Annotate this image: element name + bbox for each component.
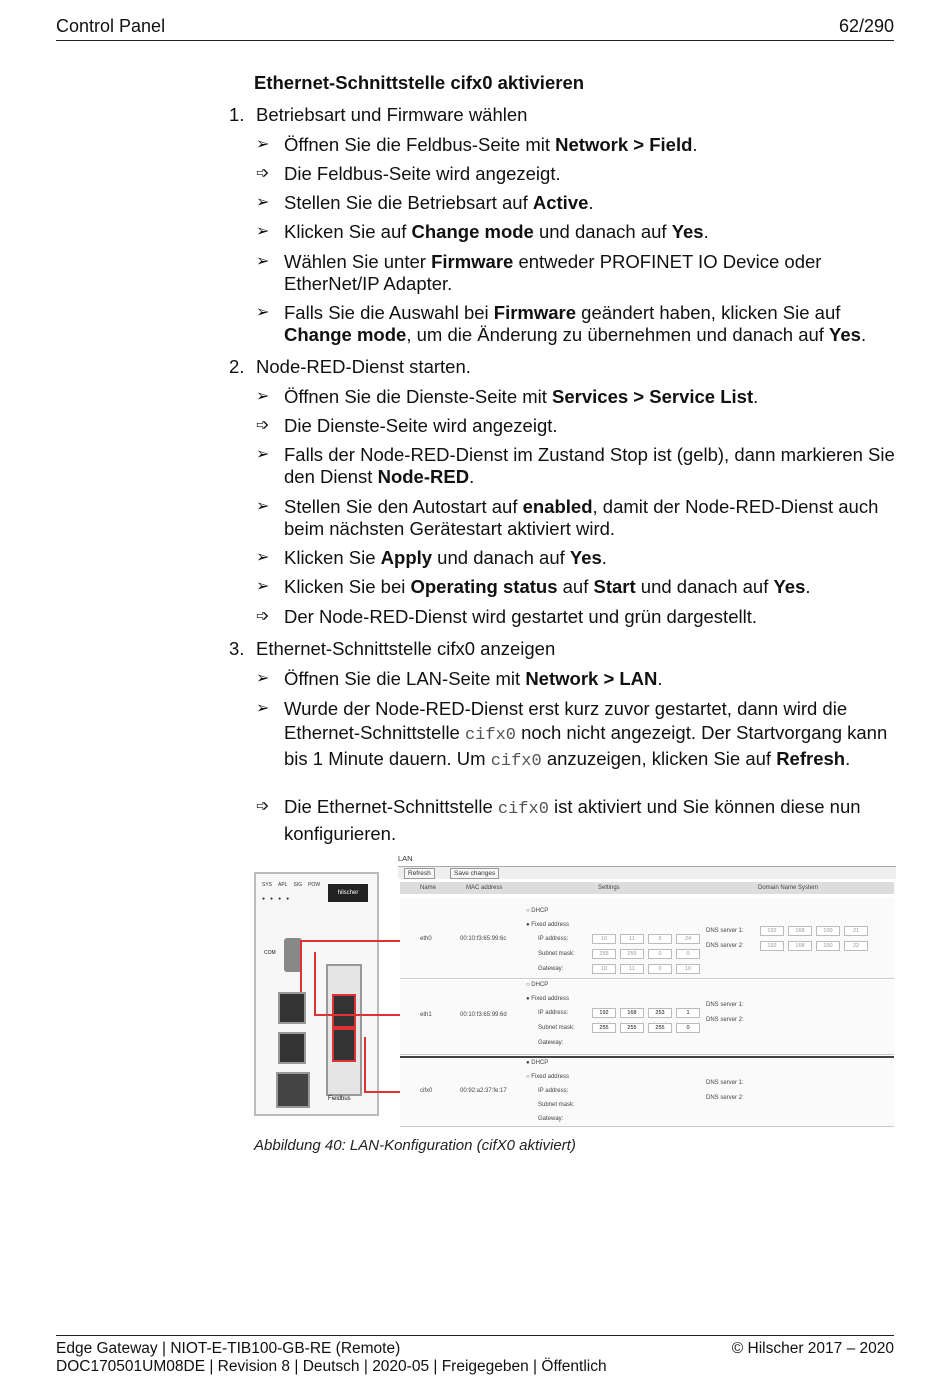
status-leds: SYS APL SIG POW ● ● ● ● — [262, 882, 321, 902]
list-item: ➩ Die Feldbus-Seite wird angezeigt. — [256, 163, 561, 184]
fixed-radio[interactable]: ● Fixed address — [526, 922, 569, 928]
footer-line-1: Edge Gateway | NIOT-E-TIB100-GB-RE (Remote) — [56, 1340, 401, 1357]
list-item: ➢ Klicken Sie auf Change mode und danach auf Yes. — [256, 221, 709, 242]
list-item: ➢ Wählen Sie unter Firmware entweder PROFINET IO Device oder EtherNet/IP Adapter. — [256, 251, 822, 294]
ethernet-port-eth1 — [278, 1032, 306, 1064]
list-item: ➢ Stellen Sie die Betriebsart auf Active. — [256, 192, 594, 213]
fieldbus-module — [326, 964, 362, 1096]
connector-eth0-v — [300, 940, 302, 992]
list-item: ➢ Wurde der Node-RED-Dienst erst kurz zuvor gestartet, dann wird die Ethernet-Schnittstelle cifx0 noch nicht angezeigt. Der Startvorgang kann bis 1 Minute dauern. Um cifx0 anzuzeigen, klicken Sie auf Refresh. — [256, 698, 888, 771]
list-item: ➩ Der Node-RED-Dienst wird gestartet und grün dargestellt. — [256, 606, 757, 627]
list-item: ➩ Die Ethernet-Schnittstelle cifx0 ist aktiviert und Sie können diese nun konfigurieren. — [256, 796, 861, 844]
fieldbus-label: Fieldbus — [328, 1096, 351, 1102]
table-header: Name MAC address Settings Domain Name System — [400, 882, 894, 894]
step-3: 3. Ethernet-Schnittstelle cifx0 anzeigen — [229, 638, 556, 659]
device-front-image — [254, 872, 379, 1116]
dhcp-radio[interactable]: ○ DHCP — [526, 982, 549, 988]
list-item: ➢ Falls der Node-RED-Dienst im Zustand Stop ist (gelb), dann markieren Sie den Dienst Node-RED. — [256, 444, 895, 487]
list-item: ➩ Die Dienste-Seite wird angezeigt. — [256, 415, 558, 436]
save-changes-button[interactable]: Save changes — [450, 868, 499, 879]
header-title: Control Panel — [56, 16, 166, 36]
table-row: cifx0 00:92:a2:37:fe:17 ● DHCP ○ Fixed address IP address: Subnet mask: Gateway: DNS server 1: DNS server 2: — [400, 1056, 894, 1127]
usb-ports — [276, 1072, 310, 1108]
dhcp-radio[interactable]: ○ DHCP — [526, 908, 549, 914]
table-row: eth1 00:10:f3:65:99:6d ○ DHCP ● Fixed address IP address: 192 168 253 1 Subnet mask: 255 255 255 0 Gateway: DNS server 1: DNS server 2: — [400, 980, 894, 1055]
fixed-radio[interactable]: ● Fixed address — [526, 996, 569, 1002]
list-item: ➢ Öffnen Sie die Dienste-Seite mit Services > Service List. — [256, 386, 759, 407]
footer-line-2: DOC170501UM08DE | Revision 8 | Deutsch | 2020-05 | Freigegeben | Öffentlich — [56, 1358, 607, 1375]
lan-label: LAN — [398, 854, 413, 863]
refresh-button[interactable]: Refresh — [404, 868, 435, 879]
list-item: ➢ Öffnen Sie die Feldbus-Seite mit Network > Field. — [256, 134, 698, 155]
list-item: ➢ Stellen Sie den Autostart auf enabled, damit der Node-RED-Dienst auch beim nächsten Gerätestart aktiviert wird. — [256, 496, 879, 539]
connector-eth1-v — [314, 952, 316, 1014]
hilscher-logo: hilscher — [328, 884, 368, 902]
page-header — [56, 16, 894, 41]
figure-caption: Abbildung 40: LAN-Konfiguration (cifX0 aktiviert) — [254, 1137, 576, 1154]
ethernet-port-eth0 — [278, 992, 306, 1024]
page-number: 62/290 — [838, 16, 894, 36]
list-item: ➢ Öffnen Sie die LAN-Seite mit Network > LAN. — [256, 668, 663, 689]
fixed-radio[interactable]: ○ Fixed address — [526, 1074, 569, 1080]
list-item: ➢ Falls Sie die Auswahl bei Firmware geändert haben, klicken Sie auf Change mode, um die Änderung zu übernehmen und danach auf Yes. — [256, 302, 867, 345]
step-1: 1. Betriebsart und Firmware wählen — [229, 104, 528, 125]
lan-toolbar — [398, 866, 896, 879]
step-2: 2. Node-RED-Dienst starten. — [229, 356, 471, 377]
lan-panel — [398, 852, 896, 1124]
section-title: Ethernet-Schnittstelle cifx0 aktivieren — [254, 72, 585, 93]
lan-figure — [254, 852, 896, 1124]
list-item: ➢ Klicken Sie bei Operating status auf Start und danach auf Yes. — [256, 576, 811, 597]
page-footer — [56, 1335, 894, 1376]
connector-cifx0-v — [364, 1037, 366, 1091]
footer-copyright: © Hilscher 2017 – 2020 — [731, 1340, 894, 1357]
dhcp-radio[interactable]: ● DHCP — [526, 1060, 549, 1066]
table-row: eth0 00:10:f3:65:99:6c ○ DHCP ● Fixed address IP address: 10 11 5 24 Subnet mask: 255 255 0 0 Gateway: 10 11 0 10 DNS server 1: 192 168 100 21 DNS server 2: 192 168 100 22 — [400, 898, 894, 979]
com-label: COM — [264, 950, 276, 956]
list-item: ➢ Klicken Sie Apply und danach auf Yes. — [256, 547, 607, 568]
